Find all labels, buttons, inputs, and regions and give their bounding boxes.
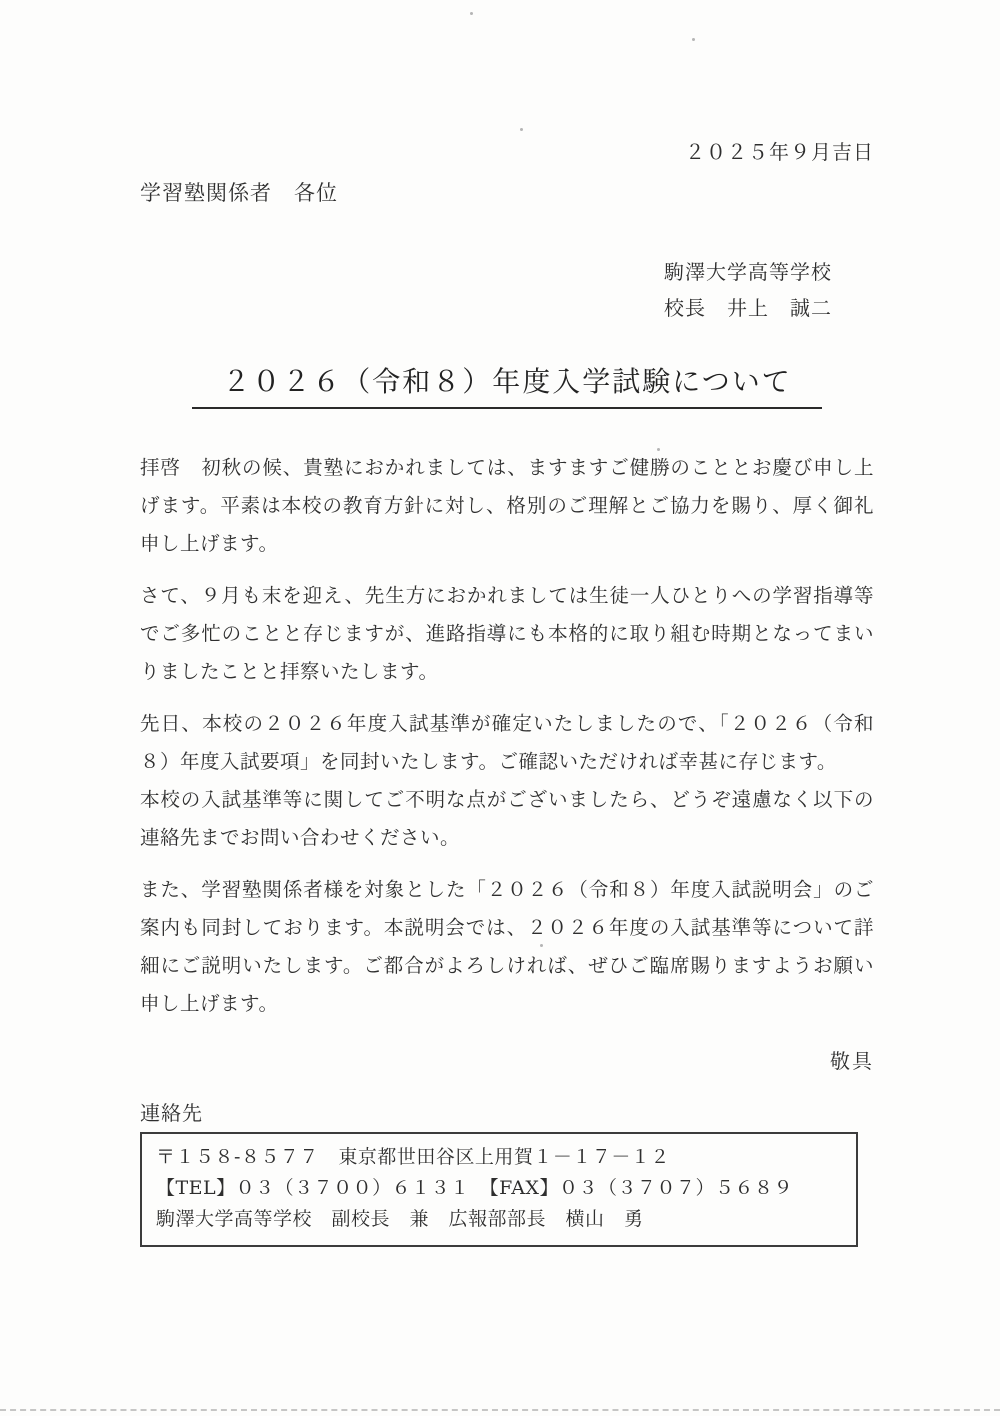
- scan-noise-dot: [657, 448, 660, 451]
- recipient-line: 学習塾関係者 各位: [140, 181, 338, 205]
- body-paragraph-enclosure: 先日、本校の２０２６年度入試基準が確定いたしましたので、「２０２６（令和８）年度入試要項」を同封いたします。ご確認いただければ幸甚に存じます。: [140, 712, 874, 773]
- sender-school-name: 駒澤大学高等学校: [664, 260, 832, 284]
- body-paragraph-greeting: 拝啓 初秋の候、貴塾におかれましては、ますますご健勝のこととお慶び申し上げます。平素は本校の教育方針に対し、格別のご理解とご協力を賜り、厚く御礼申し上げます。: [140, 456, 874, 555]
- sender-principal-name: 校長 井上 誠二: [664, 296, 832, 320]
- contact-person: 駒澤大学高等学校 副校長 兼 広報部部長 横山 勇: [156, 1208, 644, 1230]
- title-wrap: [140, 360, 874, 409]
- contact-label: 連絡先: [140, 1101, 203, 1125]
- contact-box: [140, 1132, 858, 1247]
- scan-artifact-line: [0, 1409, 1000, 1411]
- letter-title: ２０２６（令和８）年度入学試験について: [192, 360, 821, 409]
- scan-noise-dot: [692, 38, 695, 41]
- contact-tel-fax: 【TEL】０３（３７００）６１３１ 【FAX】０３（３７０７）５６８９: [156, 1177, 793, 1199]
- letter-date: ２０２５年９月吉日: [685, 140, 874, 164]
- body-paragraph-inquiry: 本校の入試基準等に関してご不明な点がございましたら、どうぞ遠慮なく以下の連絡先までお問い合わせください。: [140, 788, 874, 849]
- sender-block: [664, 254, 874, 326]
- scan-noise-dot: [520, 128, 523, 131]
- closing-keigu: 敬具: [830, 1049, 874, 1073]
- body-paragraph-briefing: また、学習塾関係者様を対象とした「２０２６（令和８）年度入試説明会」のご案内も同封しております。本説明会では、２０２６年度の入試基準等について詳細にご説明いたします。ご都合がよろしければ、ぜひご臨席賜りますようお願い申し上げます。: [140, 878, 874, 1015]
- scan-noise-dot: [540, 944, 543, 947]
- body-paragraph-season: さて、９月も末を迎え、先生方におかれましては生徒一人ひとりへの学習指導等でご多忙のことと存じますが、進路指導にも本格的に取り組む時期となってまいりましたことと拝察いたします。: [140, 584, 874, 683]
- contact-address: 〒１５８-８５７７ 東京都世田谷区上用賀１－１７－１２: [156, 1146, 670, 1168]
- scan-noise-dot: [470, 12, 473, 15]
